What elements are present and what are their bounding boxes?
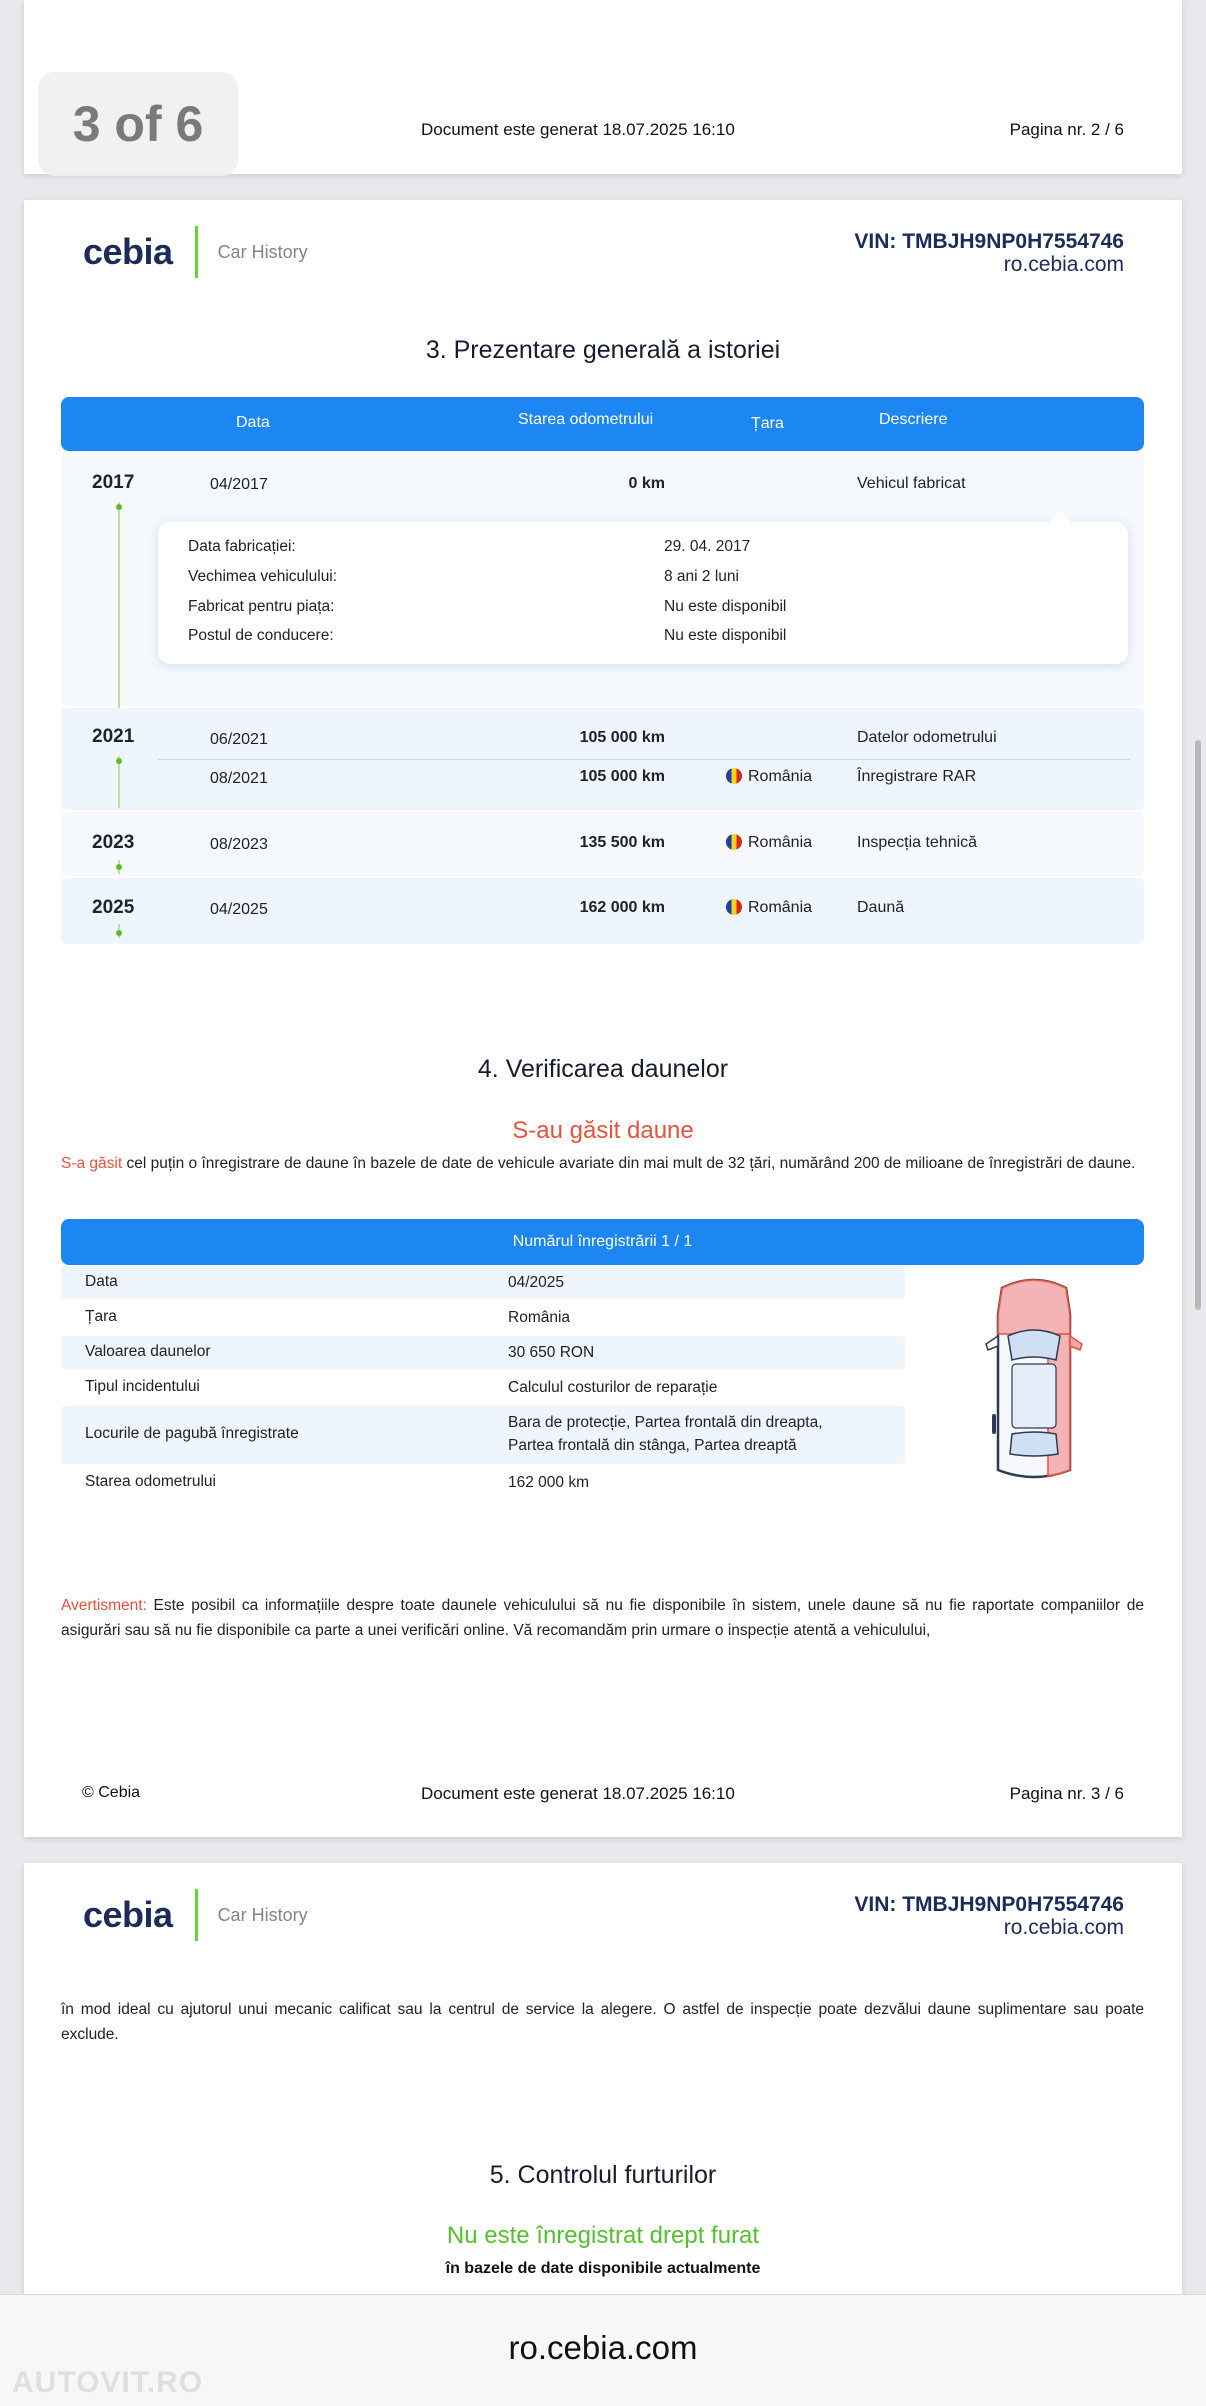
detail-value: 8 ani 2 luni: [664, 568, 739, 585]
damage-row: Țara România: [85, 1308, 571, 1326]
col-description: Descriere: [879, 411, 948, 428]
warning-text: Este posibil ca informațiile despre toate daunele vehiculului să nu fie disponibile în sistem, unele daune să nu fie raportate companiilor de asigurări sau să nu fie disponibile ca parte a unei verificări online. Vă recomandăm prin urmare o inspecție atentă a vehiculului,: [61, 1597, 1144, 1639]
damage-intro-text: cel puțin o înregistrare de daune în bazele de date de vehicule avariate din mai mult de 32 țări, numărând 200 de milioane de înregistrări de daune.: [122, 1155, 1136, 1172]
logo-divider: [195, 1889, 198, 1941]
year-label: 2021: [92, 726, 135, 747]
detail-label: Data fabricației:: [188, 538, 296, 555]
history-km: 0 km: [628, 475, 665, 492]
year-label: 2025: [92, 897, 135, 918]
damage-row: Tipul incidentului Calculul costurilor de reparație: [85, 1378, 718, 1396]
history-date: 06/2021: [210, 731, 268, 748]
timeline-dot: [116, 504, 122, 510]
detail-label: Postul de conducere:: [188, 627, 334, 644]
col-odometer: Starea odometrului: [518, 411, 654, 428]
detail-label: Vechimea vehiculului:: [188, 568, 338, 585]
col-country: Țara: [751, 415, 784, 432]
detail-value: 29. 04. 2017: [664, 538, 751, 555]
damage-row: Data 04/2025: [61, 1266, 905, 1299]
romania-flag-icon: [726, 899, 742, 915]
history-table-header: [61, 397, 1144, 451]
watermark-logo: AUTOVIT.RO: [12, 2366, 204, 2399]
history-desc: Înregistrare RAR: [857, 768, 977, 785]
damage-row: Locurile de pagubă înregistrate Bara de protecție, Partea frontală din dreapta, Partea frontală din stânga, Partea dreaptă: [61, 1406, 905, 1464]
history-title: 3. Prezentare generală a istoriei: [425, 336, 781, 364]
logo-wordmark: cebia: [83, 231, 173, 272]
history-km: 162 000 km: [579, 899, 665, 916]
damage-row: Valoarea daunelor 30 650 RON: [61, 1336, 905, 1369]
page-generated-text: Document este generat 18.07.2025 16:10: [421, 1784, 735, 1803]
damage-title: 4. Verificarea daunelor: [477, 1055, 729, 1083]
history-date: 08/2021: [210, 770, 268, 787]
page-generated-text: Document este generat 18.07.2025 16:10: [421, 120, 735, 139]
damage-row: Starea odometrului 162 000 km: [85, 1473, 589, 1491]
theft-title: 5. Controlul furturilor: [489, 2161, 717, 2189]
year-label: 2017: [92, 472, 135, 493]
theft-status: Nu este înregistrat drept furat: [446, 2222, 760, 2249]
history-km: 105 000 km: [579, 768, 665, 785]
logo-wordmark: cebia: [83, 1894, 173, 1935]
vertical-scrollbar[interactable]: [1195, 740, 1201, 1310]
romania-flag-icon: [726, 834, 742, 850]
theft-subtitle: în bazele de date disponibile actualmente: [445, 2260, 761, 2277]
address-url[interactable]: ro.cebia.com: [508, 2329, 698, 2366]
history-km: 135 500 km: [579, 834, 665, 851]
damage-records-header: Numărul înregistrării 1 / 1: [61, 1219, 1144, 1265]
history-date: 04/2025: [210, 901, 268, 918]
page-indicator: 3 of 6: [38, 72, 238, 176]
year-label: 2023: [92, 832, 135, 853]
logo-divider: [195, 226, 198, 278]
cebia-logo: [83, 1889, 308, 1941]
vin-number: VIN: TMBJH9NP0H7554746: [854, 1893, 1124, 1916]
warning-label: Avertisment:: [61, 1597, 147, 1614]
row-divider: [158, 759, 1130, 760]
history-desc: Datelor odometrului: [857, 729, 997, 746]
page-number-text: Pagina nr. 2 / 6: [1009, 120, 1124, 139]
damage-warning: [61, 1593, 1144, 1643]
vin-block: [854, 230, 1124, 276]
document-page-3: [24, 200, 1182, 1837]
copyright-text: © Cebia: [82, 1784, 141, 1801]
cebia-logo: [83, 226, 308, 278]
history-date: 04/2017: [210, 476, 268, 493]
page-number-text: Pagina nr. 3 / 6: [1009, 1784, 1124, 1803]
logo-subtitle: Car History: [217, 1904, 308, 1925]
detail-value: Nu este disponibil: [664, 627, 787, 644]
site-url: ro.cebia.com: [1003, 1916, 1124, 1939]
history-country: România: [726, 834, 812, 852]
logo-subtitle: Car History: [217, 241, 308, 262]
timeline-line: [118, 502, 120, 708]
romania-flag-icon: [726, 768, 742, 784]
timeline-dot: [116, 864, 122, 870]
vehicle-detail-card: [158, 522, 1128, 664]
history-km: 105 000 km: [579, 729, 665, 746]
history-desc: Vehicul fabricat: [857, 475, 966, 492]
history-desc: Daună: [857, 899, 905, 916]
history-desc: Inspecția tehnică: [857, 834, 978, 851]
timeline-dot: [116, 758, 122, 764]
site-url: ro.cebia.com: [1003, 253, 1124, 276]
vin-number: VIN: TMBJH9NP0H7554746: [854, 230, 1124, 253]
detail-label: Fabricat pentru piața:: [188, 598, 335, 615]
detail-value: Nu este disponibil: [664, 598, 787, 615]
warning-continuation: în mod ideal cu ajutorul unui mecanic calificat sau la centrul de service la alegere. O astfel de inspecție poate dezvălui daune suplimentare sau poate exclude.: [61, 2001, 1144, 2043]
damage-intro: [61, 1151, 1144, 1176]
vin-block: [854, 1893, 1124, 1939]
timeline-dot: [116, 930, 122, 936]
car-damage-diagram-icon: [974, 1274, 1094, 1486]
history-country: România: [726, 899, 812, 917]
damage-found-status: S-au găsit daune: [512, 1117, 694, 1144]
history-country: România: [726, 768, 812, 786]
history-date: 08/2023: [210, 836, 268, 853]
col-date: Data: [236, 414, 270, 431]
damage-intro-highlight: S-a găsit: [61, 1155, 123, 1172]
